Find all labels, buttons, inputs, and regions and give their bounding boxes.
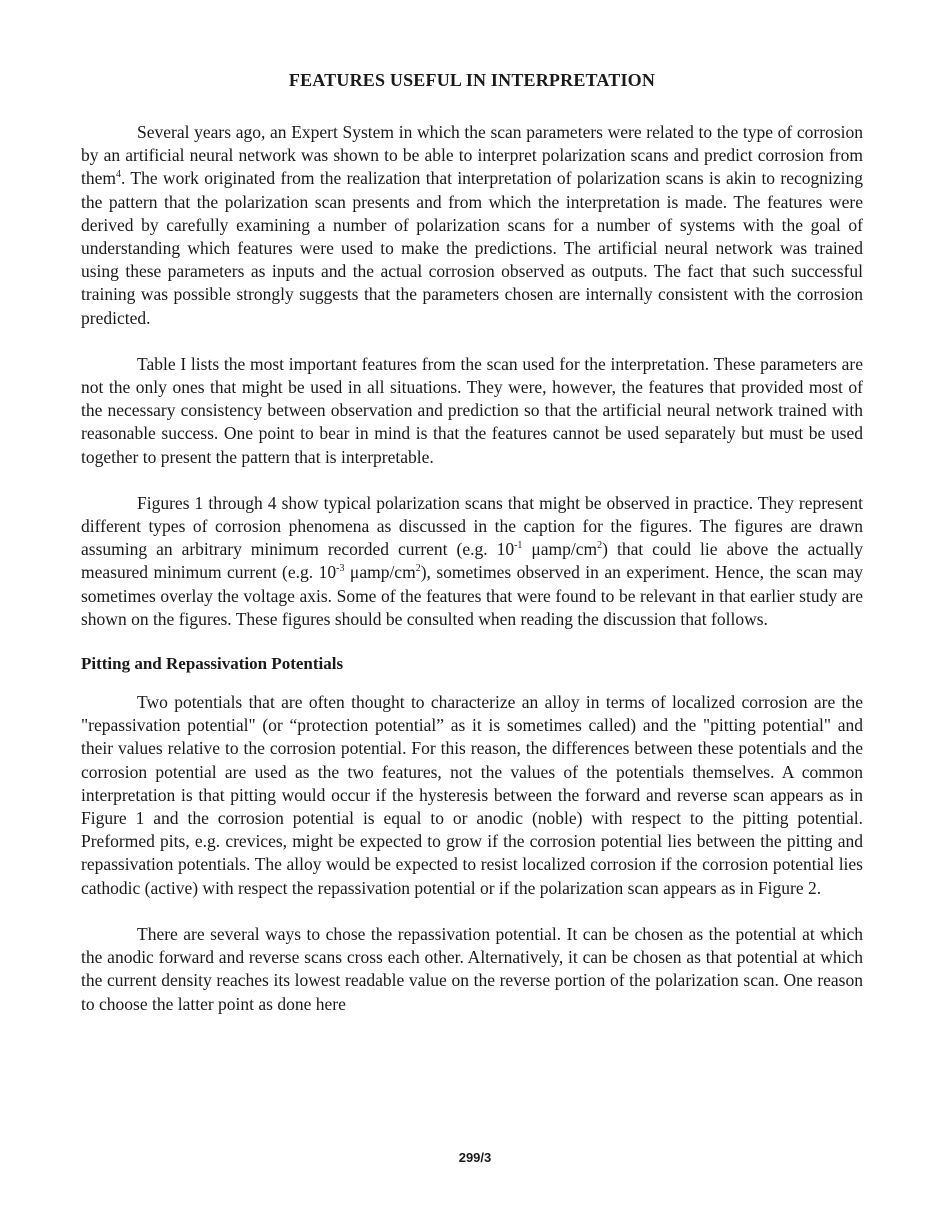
reference-superscript: 4 xyxy=(116,169,121,181)
paragraph-expert-system: Several years ago, an Expert System in which the scan parameters were related to the type of corrosion by an artificial neural network was shown to be able to interpret polarization scans and predict corrosion from them$^4$. The work originated from the realization that interpretation of polarization scans is akin to recognizing the pattern that the polarization scan presents and from which the interpretation is made. The features were derived by carefully examining a number of polarization scans for a number of systems with the goal of understanding which features were used to make the predictions. The artificial neural network was trained using these parameters as inputs and the actual corrosion observed as outputs. The fact that such successful training was possible strongly suggests that the parameters chosen are internally consistent with the corrosion predicted. xyxy=(81,122,863,328)
subsection-heading: Pitting and Repassivation Potentials xyxy=(81,654,344,674)
paragraph-repassivation: There are several ways to chose the repassivation potential. It can be chosen as the potential at which the anodic forward and reverse scans cross each other. Alternatively, it can be chosen as that potential at which the current density reaches its lowest readable value on the reverse portion of the polarization scan. One reason to choose the latter point as done here xyxy=(81,923,863,1014)
paragraph-table-i: Table I lists the most important features from the scan used for the interpretation. These parameters are not the only ones that might be used in all situations. They were, however, the features that provided most of the necessary consistency between observation and prediction so that the artificial neural network trained with reasonable success. One point to bear in mind is that the features cannot be used separately but must be used together to present the pattern that is interpretable. xyxy=(81,353,863,467)
paragraph-potentials: Two potentials that are often thought to characterize an alloy in terms of localized corrosion are the "repassivation potential" (or “protection potential” as it is sometimes called) and the "pitting potential" and their values relative to the corrosion potential. For this reason, the differences between these potentials and the corrosion potential are used as the two features, not the values of the potentials themselves. A common interpretation is that pitting would occur if the hysteresis between the forward and reverse scan appears as in Figure 1 and the corrosion potential is equal to or anodic (noble) with respect to the pitting potential. Preformed pits, e.g. crevices, might be expected to grow if the corrosion potential lies between the pitting and repassivation potentials. The alloy would be expected to resist localized corrosion if the corrosion potential lies cathodic (active) with respect the repassivation potential or if the polarization scan appears as in Figure 2. xyxy=(81,692,863,898)
page-number: 299/3 xyxy=(458,1150,492,1165)
document-page xyxy=(81,70,863,1039)
paragraph-figures: Figures 1 through 4 show typical polarization scans that might be observed in practice. They represent different types of corrosion phenomena as discussed in the caption for the figures. The figures are drawn assuming an arbitrary minimum recorded current (e.g. $10^{-1}$ μamp/$cm^2$) that could lie above the actually measured minimum current (e.g. $10^{-3}$ μamp/$cm^2$), sometimes observed in an experiment. Hence, the scan may sometimes overlay the voltage axis. Some of the features that were found to be relevant in that earlier study are shown on the figures. These figures should be consulted when reading the discussion that follows. xyxy=(81,492,863,629)
section-heading: FEATURES USEFUL IN INTERPRETATION xyxy=(288,70,656,90)
